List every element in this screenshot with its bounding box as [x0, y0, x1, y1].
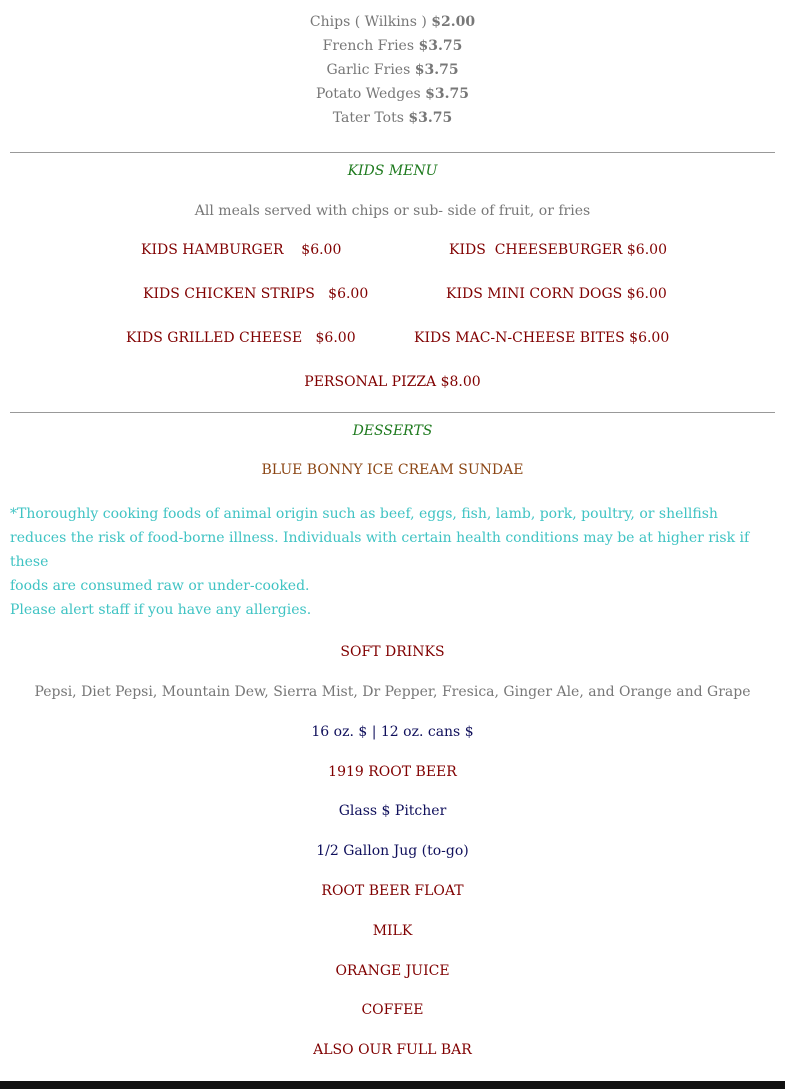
divider [10, 152, 775, 153]
dessert-sundae: BLUE BONNY ICE CREAM SUNDAE [261, 462, 524, 478]
kids-row-1 [10, 242, 775, 262]
side-item-garlic-fries: Garlic Fries $3.75 [326, 62, 459, 78]
kids-menu-note: All meals served with chips or sub- side of fruit, or fries [194, 203, 591, 219]
menu-page [10, 0, 775, 1058]
bottom-bar [0, 1081, 785, 1089]
desserts-title: DESSERTS [352, 423, 433, 439]
food-safety-warning: *Thoroughly cooking foods of animal origin such as beef, eggs, fish, lamb, pork, poultry, or shellfish reduces the risk of food-borne illness. Individuals with certain health conditions may be at higher risk if these foods are consumed raw or under-cooked. Please alert staff if you have any allergies. [10, 502, 775, 622]
drink-sizes: 16 oz. $ | 12 oz. cans $ [311, 724, 474, 740]
divider [10, 412, 775, 413]
soft-drinks-list: Pepsi, Diet Pepsi, Mountain Dew, Sierra Mist, Dr Pepper, Fresica, Ginger Ale, and Orange and Grape [34, 684, 751, 700]
kids-mac-n-cheese-bites: KIDS MAC-N-CHEESE BITES $6.00 [414, 330, 670, 346]
orange-juice: ORANGE JUICE [335, 963, 450, 979]
glass-pitcher: Glass $ Pitcher [338, 803, 447, 819]
kids-chicken-strips: KIDS CHICKEN STRIPS $6.00 [143, 286, 369, 302]
coffee: COFFEE [361, 1002, 424, 1018]
kids-row-3 [10, 330, 775, 350]
personal-pizza: PERSONAL PIZZA $8.00 [304, 374, 481, 390]
soft-drinks-title: SOFT DRINKS [340, 644, 445, 660]
root-beer-float: ROOT BEER FLOAT [321, 883, 464, 899]
gallon-jug: 1/2 Gallon Jug (to-go) [316, 843, 469, 859]
side-item-french-fries: French Fries $3.75 [322, 38, 463, 54]
kids-row-2 [10, 286, 775, 306]
full-bar: ALSO OUR FULL BAR [313, 1042, 472, 1058]
kids-menu-title: KIDS MENU [347, 163, 438, 179]
sides-list [10, 0, 775, 130]
milk: MILK [372, 923, 413, 939]
root-beer: 1919 ROOT BEER [328, 764, 457, 780]
kids-hamburger: KIDS HAMBURGER $6.00 [141, 242, 342, 258]
side-item-chips: Chips ( Wilkins ) $2.00 [309, 14, 476, 30]
side-item-potato-wedges: Potato Wedges $3.75 [316, 86, 469, 102]
kids-mini-corn-dogs: KIDS MINI CORN DOGS $6.00 [446, 286, 667, 302]
kids-cheeseburger: KIDS CHEESEBURGER $6.00 [449, 242, 667, 258]
kids-grilled-cheese: KIDS GRILLED CHEESE $6.00 [126, 330, 356, 346]
allergy-notice: Please alert staff if you have any allergies. [10, 602, 312, 618]
side-item-tater-tots: Tater Tots $3.75 [332, 110, 453, 126]
